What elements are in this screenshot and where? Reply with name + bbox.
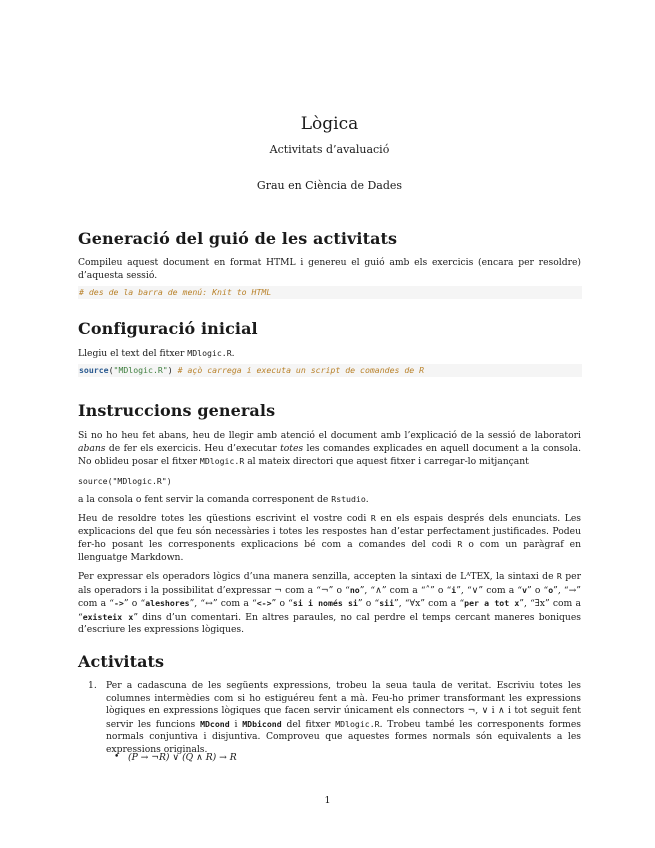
page-number: 1 [324, 795, 331, 806]
code-paren: ) [167, 365, 173, 375]
filename: MDlogic.R [199, 456, 245, 467]
section-configuracio-body [78, 347, 581, 361]
code-inline: <-> [256, 598, 272, 609]
code-comment: # açò carrega i executa un script de comandes de R [177, 365, 425, 375]
code-inline: sii [379, 598, 395, 609]
text-span: ” o “ [527, 584, 549, 596]
code-inline: no [349, 584, 360, 595]
text-span: a la consola o fent servir la comanda corresponent de [78, 494, 332, 505]
document-subtitle: Activitats d’avaluació [269, 143, 390, 156]
code-block [78, 286, 582, 299]
text-span: Heu de resoldre totes les qüestions escrivint el vostre codi [78, 513, 371, 524]
paragraph-3 [78, 512, 581, 564]
text-span: Llegiu el text del fitxer [78, 348, 188, 359]
paragraph-2 [78, 493, 581, 507]
section-heading: Generació del guió de les activitats [78, 229, 398, 248]
section-configuracio [78, 319, 581, 338]
text-span: ” dins d’un comentari. En altres paraules, no cal perdre el temps cercant maneres boniques d’escriure les expressions lògiques. [78, 611, 581, 636]
code-inline: existeix x [82, 611, 134, 622]
code-inline: Rstudio [331, 494, 366, 504]
code-line: source("MDlogic.R") [78, 476, 172, 486]
section-generacio [78, 229, 581, 248]
list-item [78, 680, 581, 780]
filename: MDlogic.R [335, 718, 380, 729]
paragraph [78, 493, 581, 507]
section-heading: Activitats [78, 652, 165, 671]
paragraph [78, 347, 581, 361]
document-author: Grau en Ciència de Dades [256, 179, 403, 192]
text-span: ”, “∃x” com a “ [78, 598, 581, 623]
text-span: Per a cadascuna de les següents expressions, trobeu la seua taula de veritat. Escriviu totes les columnes intermèdies com si ho estiguéreu fent a mà. Feu-ho primer transformant les expressions lògiques en expressions lògiques que facen servir únicament els connectors ¬, ∨ i ∧ i tot seguit fent servir les funcions [106, 680, 581, 730]
text-span: i [229, 718, 243, 730]
text-span: ” o “ [123, 598, 146, 610]
text-span: Per expressar els operadors lògics d’una manera senzilla, accepten la sintaxi de LᴬTEX, la sintaxi de [78, 571, 557, 582]
text-span: . [365, 494, 369, 505]
text-span: ” o “ [357, 598, 380, 610]
text-span: del fitxer [281, 718, 336, 730]
code-inline: R [370, 513, 376, 523]
text-span: en els espais després dels enunciats. Les explicacions del que feu són necessàries i totes les respostes han d’estar perfectament justificades. Podeu fer-ho posant les corresponents explicacions bé com a comandes del codi [78, 513, 581, 551]
emphasis: totes [280, 442, 304, 454]
code-inline: MDbicond [242, 718, 282, 729]
text-span: ”, “→” com a “ [78, 584, 581, 610]
bullet-expression: (P → ¬R) ∨ (Q ∧ R) → R [128, 752, 237, 763]
text-span: al mateix directori que aquest fitxer i carregar-lo mitjançant [244, 456, 529, 468]
code-inline: v [522, 584, 527, 595]
paragraph [78, 512, 581, 564]
text-span: de fer els exercicis. Heu d’executar [105, 442, 281, 454]
section-heading: Configuració inicial [78, 319, 258, 338]
code-inline: i [451, 584, 457, 595]
code-inline: R [556, 571, 562, 581]
section-generacio-body [78, 257, 581, 282]
paragraph: Compileu aquest document en format HTML i genereu el guió amb els exercicis (encara per resoldre) d’aquesta sessió. [78, 257, 581, 281]
code-inline: aleshores [145, 598, 190, 609]
code-inline: per a tot x [464, 598, 520, 609]
list-item-number: 1. [88, 680, 97, 691]
text-span: ”, “∨” com a “ [456, 584, 523, 596]
code-comment: # des de la barra de menú: Knit to HTML [79, 287, 272, 297]
text-span: les comandes explicades en aquell document a la consola. No oblideu posar el fitxer [78, 442, 581, 468]
text-span: ”, “∀x” com a “ [394, 598, 465, 610]
code-function: source [79, 365, 109, 375]
list-item-body [106, 680, 581, 757]
paragraph [78, 570, 581, 637]
code-inline: R [457, 539, 463, 550]
code-paren: ( [108, 365, 114, 375]
code-block [78, 364, 582, 377]
paragraph [78, 430, 581, 469]
text-span: . Trobeu també les corresponents formes normals conjuntiva i disjuntiva. Comproveu que aquestes formes normals són equivalents a les expressions originals. [106, 718, 582, 755]
section-instruccions [78, 401, 581, 420]
section-activitats [78, 652, 581, 671]
code-inline: -> [114, 598, 124, 609]
paragraph-1 [78, 430, 581, 469]
bullet-icon: • [114, 752, 120, 762]
code-inline: MDcond [200, 718, 230, 729]
text-span: Si no ho heu fet abans, heu de llegir amb atenció el document amb l’explicació de la sessió de laboratori [78, 430, 581, 441]
filename: MDlogic.R [187, 348, 232, 358]
text-span: ”, “↔” com a “ [189, 598, 257, 610]
paragraph-4 [78, 570, 581, 637]
text-span: ”, “∧” com a “˄” o “ [359, 584, 452, 596]
text-span: per als operadors i la possibilitat d’expressar ¬ com a “¬” o “ [78, 571, 581, 596]
code-string: "MDlogic.R" [113, 365, 168, 375]
text-span: ” o “ [271, 598, 293, 610]
text-span: . [231, 348, 235, 359]
document-title: Lògica [300, 114, 359, 134]
code-inline: o [548, 584, 554, 595]
emphasis: abans [78, 442, 106, 454]
text-span: o com un paràgraf en llenguatge Markdown. [78, 539, 581, 563]
code-inline: si i només si [292, 598, 358, 609]
section-heading: Instruccions generals [78, 401, 276, 420]
